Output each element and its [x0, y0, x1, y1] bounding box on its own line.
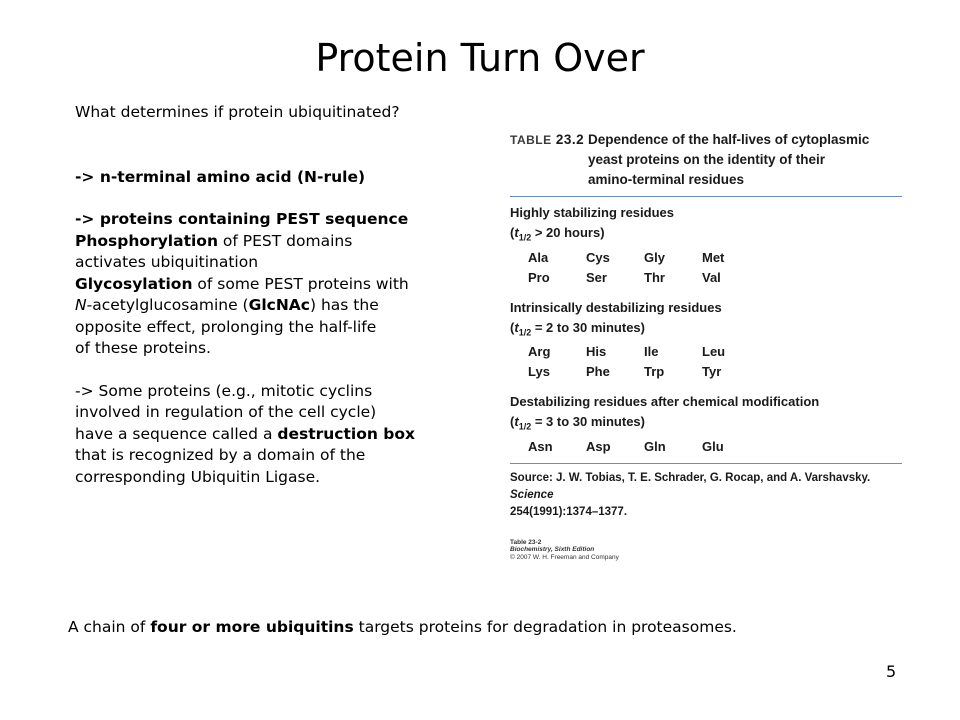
residue-cell: Lys: [528, 364, 550, 380]
residue-cell: Glu: [702, 438, 724, 454]
acetyl-text: -acetylglucosamine (: [86, 296, 249, 314]
half-life-symbol: t: [514, 319, 519, 335]
condition-text: = 3 to 30 minutes): [531, 414, 645, 430]
has-the-text: ) has the: [310, 296, 379, 314]
residue-row: [510, 342, 902, 362]
some-proteins-line-2: involved in regulation of the cell cycle): [75, 403, 377, 421]
table-sections: [510, 203, 902, 457]
residue-cell: Asp: [586, 438, 611, 454]
credit-line-2: Biochemistry, Sixth Edition: [510, 546, 595, 554]
residue-row: [510, 437, 902, 457]
source-journal: Science: [510, 488, 554, 501]
section-heading: Intrinsically destabilizing residues: [510, 299, 722, 315]
source-authors: Source: J. W. Tobias, T. E. Schrader, G. Rocap, and A. Varshavsky.: [510, 471, 871, 484]
residue-cell: Cys: [586, 249, 610, 265]
residue-cell: Val: [702, 269, 721, 285]
residue-cell: Leu: [702, 344, 726, 360]
some-proteins-line-3: [75, 424, 465, 446]
residue-cell: Met: [702, 249, 725, 265]
table-caption: [510, 130, 902, 190]
some-proteins-line-4: that is recognized by a domain of the: [75, 446, 366, 464]
residue-cell: Gly: [644, 249, 665, 265]
glycosylation-line: [75, 274, 465, 296]
half-life-symbol: t: [514, 414, 519, 430]
half-life-subscript: 1/2: [518, 327, 532, 338]
caption-line-3: amino-terminal residues: [588, 172, 745, 187]
source-line-2: 254(1991):1374–1377.: [510, 505, 628, 518]
phosphorylation-line-2: activates ubiquitination: [75, 253, 259, 271]
table-word: TABLE: [510, 133, 552, 147]
credit-line-3: © 2007 W. H. Freeman and Company: [510, 553, 619, 561]
bottom-statement: [68, 617, 737, 638]
some-proteins-line-5: corresponding Ubiquitin Ligase.: [75, 467, 321, 486]
residue-cell: Thr: [644, 269, 665, 285]
residue-cell: Arg: [528, 344, 551, 360]
slide-title: Protein Turn Over: [315, 36, 645, 80]
table-rule-bottom: [510, 463, 902, 464]
n-italic: N: [75, 296, 87, 314]
nrule-line: -> n-terminal amino acid (N-rule): [75, 167, 366, 186]
residue-cell: Pro: [528, 269, 550, 285]
question-line: What determines if protein ubiquitinated?: [75, 103, 400, 121]
section-condition: ($t_{1/2} = 3$ to 30 minutes): [510, 414, 645, 432]
residue-row: [510, 268, 902, 288]
section-condition: ($t_{1/2} > 20$ hours): [510, 225, 605, 243]
residue-cell: Gln: [644, 438, 666, 454]
residue-cell: Phe: [586, 364, 610, 380]
table-label: [510, 130, 588, 190]
residue-cell: Trp: [644, 364, 665, 380]
caption-line-1: Dependence of the half-lives of cytoplasmic: [588, 132, 870, 147]
condition-text: > 20 hours): [531, 225, 605, 240]
residue-cell: Tyr: [702, 364, 722, 380]
caption-line-2: yeast proteins on the identity of their: [588, 152, 826, 167]
glycosylation-rest: of some PEST proteins with: [192, 274, 409, 293]
table-source: [510, 470, 902, 521]
residue-cell: Asn: [528, 438, 553, 454]
condition-text: = 2 to 30 minutes): [531, 319, 645, 335]
residue-row: [510, 248, 902, 268]
table-rule-top: [510, 196, 902, 197]
table-number: 23.2: [555, 132, 585, 147]
half-life-subscript: 1/2: [518, 421, 532, 432]
left-text-block: [75, 102, 465, 488]
opposite-effect-line: opposite effect, prolonging the half-life: [75, 317, 377, 336]
residue-row: [510, 362, 902, 382]
residue-cell: Ile: [644, 344, 659, 360]
destruction-box-term: destruction box: [277, 424, 416, 443]
half-life-subscript: 1/2: [518, 232, 532, 243]
half-life-symbol: t: [514, 225, 519, 240]
section-condition: ($t_{1/2} = 2$ to 30 minutes): [510, 319, 645, 338]
phosphorylation-term: Phosphorylation: [75, 231, 218, 250]
caption-text: [588, 130, 869, 190]
phosphorylation-line: [75, 231, 465, 253]
glycosylation-term: Glycosylation: [75, 274, 193, 293]
bottom-post: targets proteins for degradation in proteasomes.: [353, 618, 737, 636]
residue-cell: Ser: [586, 269, 607, 285]
half-life-table: [510, 130, 902, 561]
page-number: 5: [886, 662, 897, 681]
some-proteins-line-1: -> Some proteins (e.g., mitotic cyclins: [75, 381, 373, 400]
residue-cell: Ala: [528, 249, 549, 265]
table-credit: [510, 539, 902, 562]
residue-cell: His: [586, 344, 607, 360]
glcnac-term: GlcNAc: [248, 296, 310, 314]
bottom-pre: A chain of: [68, 618, 151, 636]
phosphorylation-rest: of PEST domains: [217, 231, 353, 250]
pest-heading: -> proteins containing PEST sequence: [75, 210, 409, 228]
credit-line-1: Table 23-2: [510, 538, 542, 546]
bottom-bold: four or more ubiquitins: [150, 618, 354, 636]
acetylglucosamine-line: [75, 295, 465, 317]
source-line-1: [510, 470, 902, 504]
of-these-line: of these proteins.: [75, 339, 211, 357]
section-heading: Highly stabilizing residues: [510, 205, 674, 220]
section-heading: Destabilizing residues after chemical modification: [510, 394, 820, 410]
destruction-pre: have a sequence called a: [75, 424, 278, 443]
